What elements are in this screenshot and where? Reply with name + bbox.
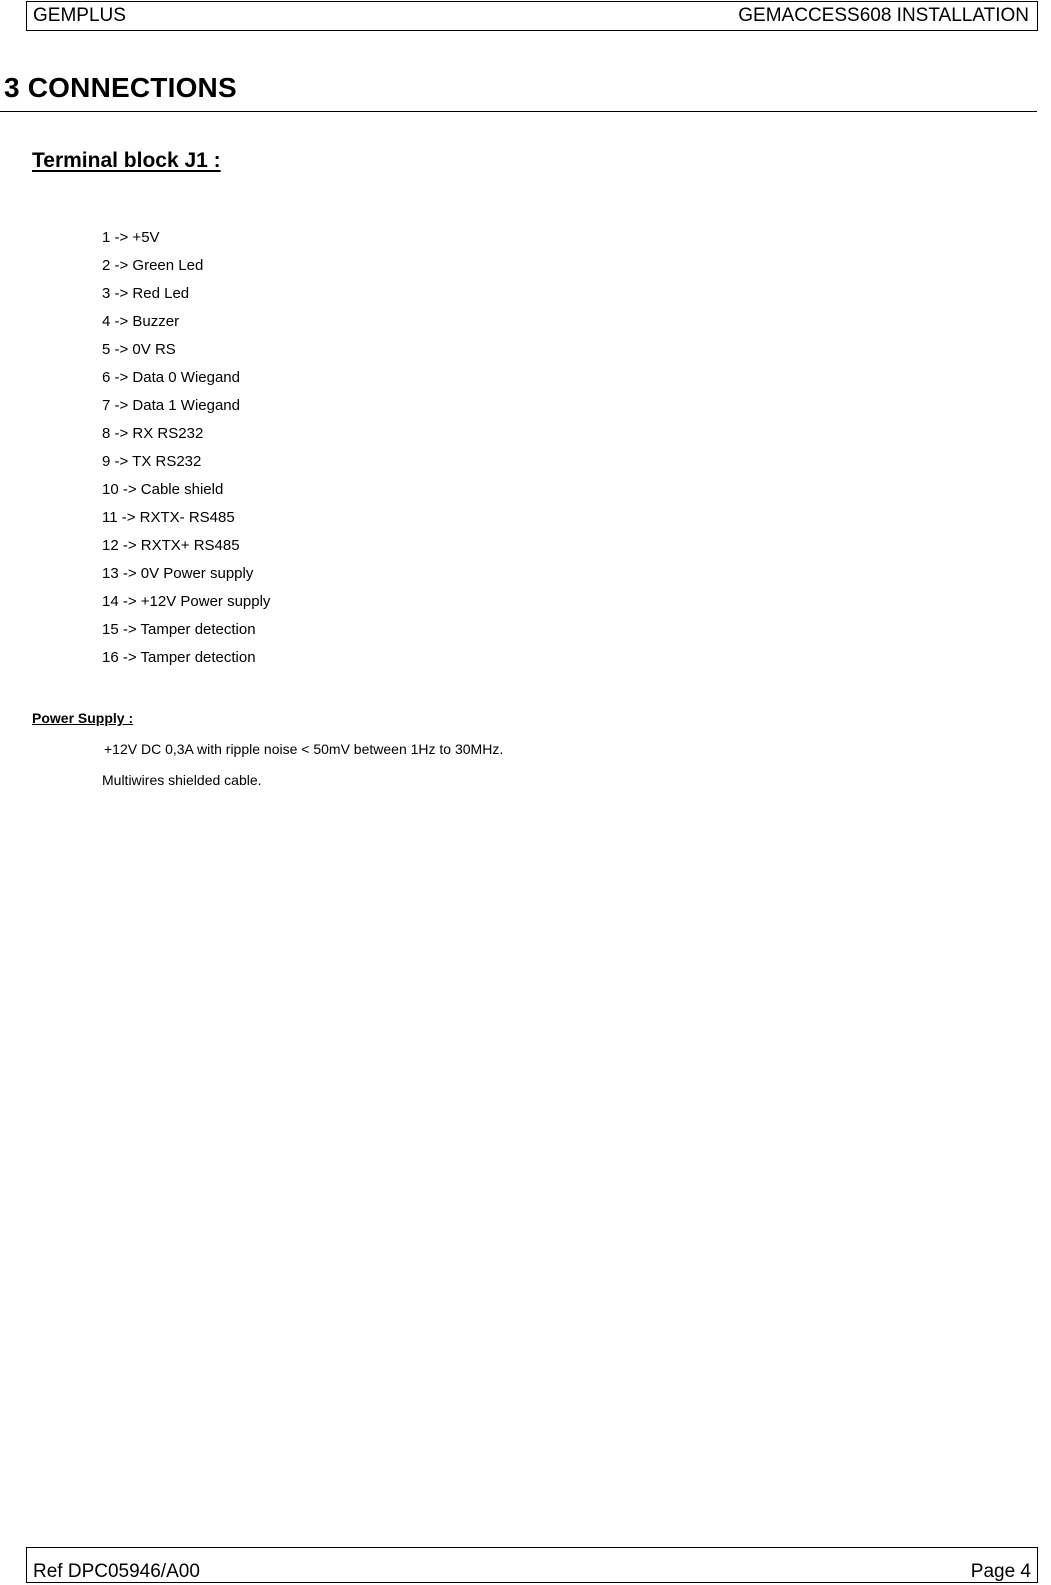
footer-reference: Ref DPC05946/A00: [33, 1561, 200, 1582]
page-footer: [26, 1547, 1038, 1583]
pin-item: 2 -> Green Led: [102, 257, 204, 274]
pin-item: 13 -> 0V Power supply: [102, 565, 254, 582]
pin-item: 7 -> Data 1 Wiegand: [102, 397, 240, 414]
header-company: GEMPLUS: [33, 5, 126, 26]
footer-page-number: Page 4: [970, 1561, 1031, 1582]
terminal-block-title: Terminal block J1 :: [32, 149, 221, 172]
power-supply-title: Power Supply :: [32, 710, 134, 726]
terminal-pin-list: [102, 228, 270, 676]
power-supply-spec: +12V DC 0,3A with ripple noise < 50mV between 1Hz to 30MHz.: [104, 741, 504, 757]
pin-item: 3 -> Red Led: [102, 285, 190, 302]
pin-item: 12 -> RXTX+ RS485: [102, 537, 240, 554]
section-title: 3 CONNECTIONS: [4, 72, 237, 103]
power-supply-cable: Multiwires shielded cable.: [102, 772, 262, 788]
pin-item: 4 -> Buzzer: [102, 313, 180, 330]
pin-item: 11 -> RXTX- RS485: [102, 509, 235, 526]
pin-item: 14 -> +12V Power supply: [102, 593, 271, 610]
header-document-title: GEMACCESS608 INSTALLATION: [738, 5, 1029, 26]
pin-item: 5 -> 0V RS: [102, 341, 176, 358]
pin-item: 15 -> Tamper detection: [102, 621, 256, 638]
pin-item: 1 -> +5V: [102, 229, 160, 246]
section-divider: [0, 111, 1037, 112]
pin-item: 10 -> Cable shield: [102, 481, 224, 498]
page-header: [26, 1, 1038, 31]
pin-item: 8 -> RX RS232: [102, 425, 204, 442]
pin-item: 16 -> Tamper detection: [102, 649, 256, 666]
pin-item: 9 -> TX RS232: [102, 453, 202, 470]
pin-item: 6 -> Data 0 Wiegand: [102, 369, 240, 386]
